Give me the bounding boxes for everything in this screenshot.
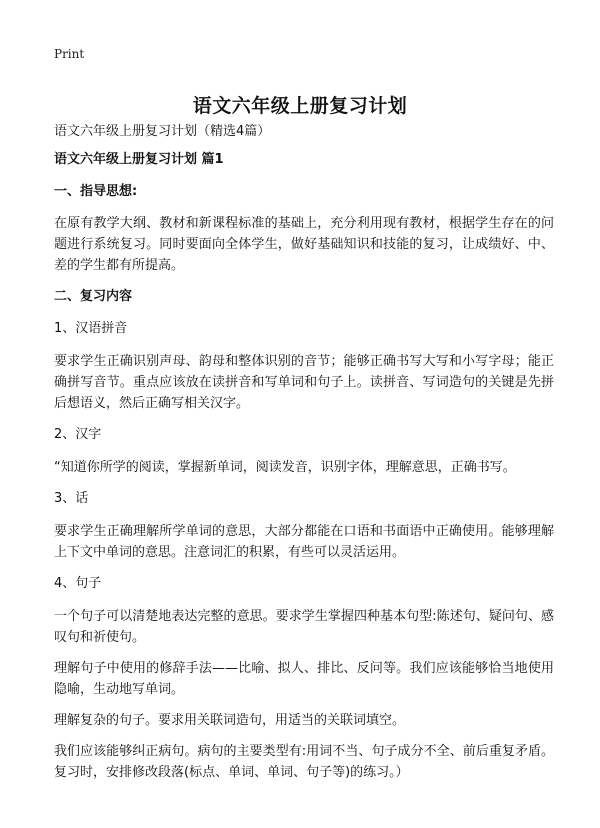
section-content-heading: 二、复习内容 [54,289,133,304]
hanzi-text: “知道你所学的阅读，掌握新单词，阅读发音，识别字体，理解意思，正确书写。 [54,460,516,475]
sentence-text-1: 一个句子可以清楚地表达完整的意思。要求学生掌握四种基本句型:陈述句、疑问句、感叹句和祈使句。 [54,609,554,645]
words-heading: 3、话 [54,491,89,506]
sentence-text-3: 理解复杂的句子。要求用关联词造句，用适当的关联词填空。 [54,713,406,728]
article-heading: 语文六年级上册复习计划 篇1 [54,152,224,167]
document-body [54,121,554,793]
section-guiding-heading: 一、指导思想: [54,184,138,199]
hanzi-heading: 2、汉字 [54,427,102,442]
pinyin-heading: 1、汉语拼音 [54,321,128,336]
section-guiding-text: 在原有教学大纲、教材和新课程标准的基础上，充分利用现有教材，根据学生存在的问题进行系统复习。同时要面向全体学生，做好基础知识和技能的复习，让成绩好、中、差的学生都有所提高。 [54,216,554,273]
pinyin-text: 要求学生正确识别声母、韵母和整体识别的音节；能够正确书写大写和小写字母；能正确拼写音节。重点应该放在读拼音和写单词和句子上。读拼音、写词造句的关键是先拼后想语义，然后正确写相关汉字。 [54,354,554,411]
document-subtitle: 语文六年级上册复习计划（精选4篇） [54,124,271,139]
document-title: 语文六年级上册复习计划 [192,94,408,117]
sentence-heading: 4、句子 [54,576,102,591]
sentence-text-4: 我们应该能够纠正病句。病句的主要类型有:用词不当、句子成分不全、前后重复矛盾。复习时，安排修改段落(标点、单词、单词、句子等)的练习。） [54,744,554,780]
sentence-text-2: 理解句子中使用的修辞手法——比喻、拟人、排比、反问等。我们应该能够恰当地使用隐喻，生动地写单词。 [54,661,554,697]
words-text: 要求学生正确理解所学单词的意思，大部分都能在口语和书面语中正确使用。能够理解上下文中单词的意思。注意词汇的积累，有些可以灵活运用。 [54,524,554,560]
print-link[interactable]: Print [54,47,85,61]
